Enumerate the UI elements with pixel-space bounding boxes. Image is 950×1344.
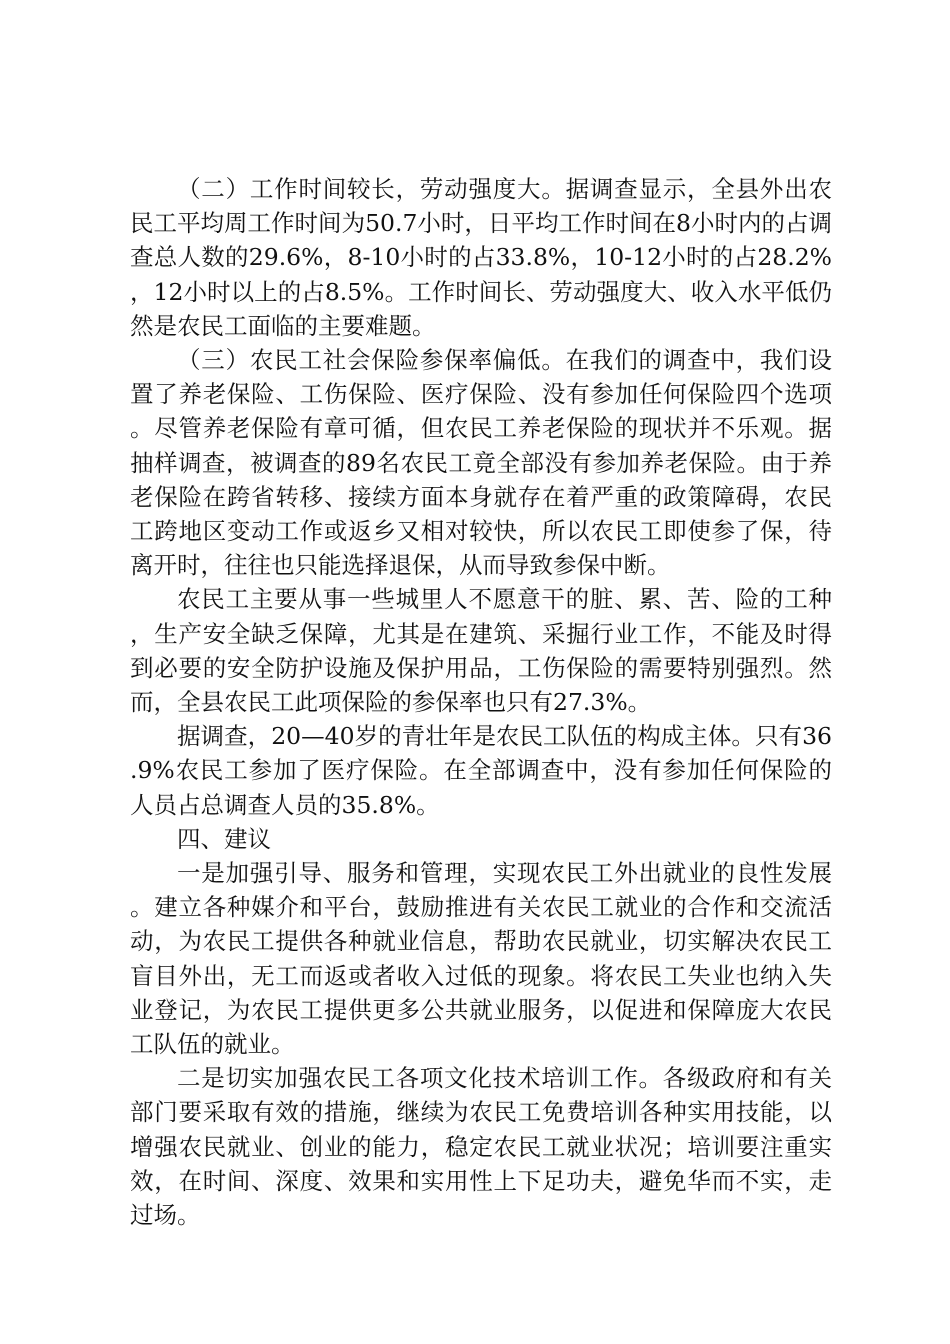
paragraph-medical-insurance: 据调查，20—40岁的青壮年是农民工队伍的构成主体。只有36.9%农民工参加了医疗保险。在全部调查中，没有参加任何保险的人员占总调查人员的35.8%。	[130, 722, 832, 819]
paragraph-suggestion-one: 一是加强引导、服务和管理，实现农民工外出就业的良性发展。建立各种媒介和平台，鼓励推进有关农民工就业的合作和交流活动，为农民工提供各种就业信息，帮助农民就业，切实解决农民工盲目外出，无工而返或者收入过低的现象。将农民工失业也纳入失业登记，为农民工提供更多公共就业服务，以促进和保障庞大农民工队伍的就业。	[130, 859, 832, 1059]
paragraph-work-injury-insurance: 农民工主要从事一些城里人不愿意干的脏、累、苦、险的工种，生产安全缺乏保障，尤其是在建筑、采掘行业工作，不能及时得到必要的安全防护设施及保护用品，工伤保险的需要特别强烈。然而，全县农民工此项保险的参保率也只有27.3%。	[130, 585, 832, 717]
paragraph-suggestion-two: 二是切实加强农民工各项文化技术培训工作。各级政府和有关部门要采取有效的措施，继续为农民工免费培训各种实用技能，以增强农民就业、创业的能力，稳定农民工就业状况；培训要注重实效，在时间、深度、效果和实用性上下足功夫，避免华而不实，走过场。	[130, 1064, 832, 1230]
document-page	[130, 172, 832, 1232]
paragraph-working-hours: （二）工作时间较长，劳动强度大。据调查显示，全县外出农民工平均周工作时间为50.7小时，日平均工作时间在8小时内的占调查总人数的29.6%，8-10小时的占33.8%，10-12小时的占28.2%，12小时以上的占8.5%。工作时间长、劳动强度大、收入水平低仍然是农民工面临的主要难题。	[130, 175, 832, 340]
paragraph-social-insurance: （三）农民工社会保险参保率偏低。在我们的调查中，我们设置了养老保险、工伤保险、医疗保险、没有参加任何保险四个选项。尽管养老保险有章可循，但农民工养老保险的现状并不乐观。据抽样调查，被调查的89名农民工竟全部没有参加养老保险。由于养老保险在跨省转移、接续方面本身就存在着严重的政策障碍，农民工跨地区变动工作或返乡又相对较快，所以农民工即使参了保，待离开时，往往也只能选择退保，从而导致参保中断。	[130, 346, 832, 580]
section-heading-suggestions: 四、建议	[177, 824, 271, 853]
